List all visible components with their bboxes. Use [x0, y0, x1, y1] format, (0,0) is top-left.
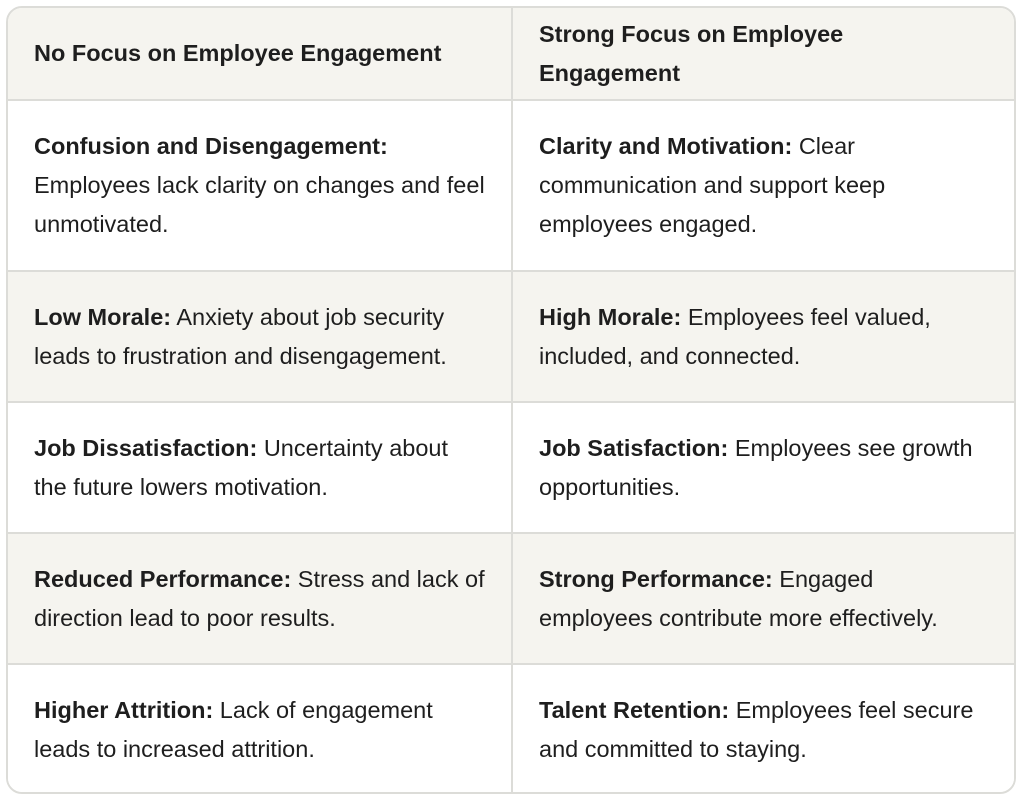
cell-term: Low Morale:	[34, 303, 172, 330]
cell-description: Engaged employees contribute more effectively.	[539, 565, 938, 631]
table-cell-right	[512, 664, 1014, 794]
cell-description: Uncertainty about the future lowers motivation.	[34, 434, 449, 500]
cell-term: Confusion and Disengagement:	[34, 133, 388, 159]
cell-term: Job Satisfaction:	[539, 434, 729, 461]
cell-description: Lack of engagement leads to increased attrition.	[34, 697, 433, 762]
cell-description: Anxiety about job security leads to frustration and disengagement.	[34, 303, 447, 369]
table-row	[8, 533, 1014, 664]
comparison-table-container	[6, 6, 1016, 794]
cell-term: Clarity and Motivation:	[539, 133, 793, 159]
comparison-table	[8, 8, 1014, 794]
table-cell-right	[512, 100, 1014, 271]
table-cell-right	[512, 533, 1014, 664]
cell-term: Higher Attrition:	[34, 697, 214, 723]
table-cell-left	[8, 533, 512, 664]
header-no-focus: No Focus on Employee Engagement	[8, 8, 512, 100]
cell-term: Strong Performance:	[539, 565, 773, 592]
table-cell-left	[8, 664, 512, 794]
cell-term: Talent Retention:	[539, 697, 730, 723]
table-row	[8, 100, 1014, 271]
table-cell-right	[512, 402, 1014, 533]
cell-description: Stress and lack of direction lead to poor results.	[34, 565, 485, 631]
table-cell-right	[512, 271, 1014, 402]
table-cell-left	[8, 402, 512, 533]
table-cell-left	[8, 271, 512, 402]
cell-description: Employees feel secure and committed to staying.	[539, 697, 974, 762]
cell-description: Clear communication and support keep employees engaged.	[539, 133, 886, 237]
cell-term: High Morale:	[539, 303, 682, 330]
table-row	[8, 271, 1014, 402]
table-row	[8, 402, 1014, 533]
table-header-row	[8, 8, 1014, 100]
cell-description: Employees lack clarity on changes and feel unmotivated.	[34, 172, 485, 237]
cell-term: Reduced Performance:	[34, 565, 292, 592]
cell-term: Job Dissatisfaction:	[34, 434, 258, 461]
table-row	[8, 664, 1014, 794]
cell-description: Employees feel valued, included, and connected.	[539, 303, 931, 369]
cell-description: Employees see growth opportunities.	[539, 434, 973, 500]
header-strong-focus: Strong Focus on Employee Engagement	[512, 8, 1014, 100]
table-cell-left	[8, 100, 512, 271]
